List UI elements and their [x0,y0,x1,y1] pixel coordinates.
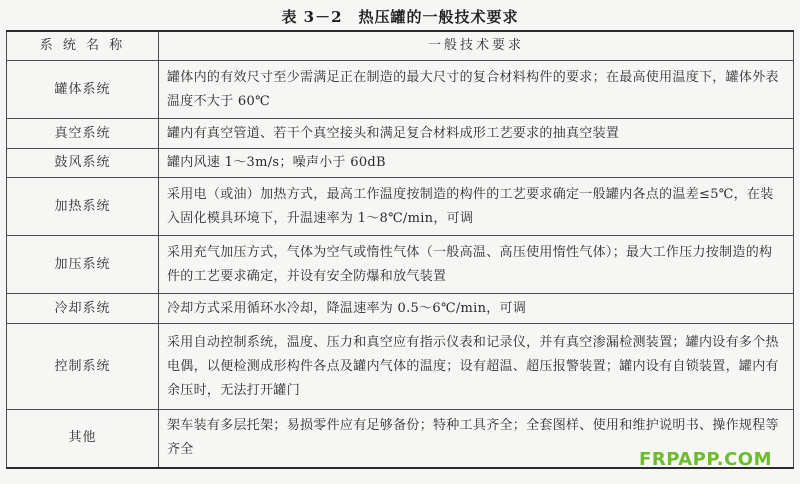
requirement-cell: 采用充气加压方式，气体为空气或惰性气体（一般高温、高压使用惰性气体）；最大工作压力按制造的构件的工艺要求确定，并设有安全防爆和放气装置 [159,236,794,294]
system-name-cell: 鼓风系统 [7,149,159,178]
table-row [7,236,794,294]
spec-table [6,30,794,469]
system-name-cell: 控制系统 [7,324,159,410]
table-header-row [7,31,794,61]
table-row [7,61,794,119]
watermark-logo: FRPAPP.COM [639,449,772,470]
requirement-cell: 采用自动控制系统，温度、压力和真空应有指示仪表和记录仪，并有真空渗漏检测装置；罐内设有多个热电偶，以便检测成形构件各点及罐内气体的温度；设有超温、超压报警装置；罐内设有自锁装置，罐内有余压时，无法打开罐门 [159,324,794,410]
requirement-cell: 架车装有多层托架；易损零件应有足够备份；特种工具齐全；全套图样、使用和维护说明书、操作规程等齐全 [159,410,794,468]
system-name-cell: 冷却系统 [7,294,159,324]
table-title: 表 3－2 热压罐的一般技术要求 [281,8,519,26]
header-system-name: 系 统 名 称 [7,31,159,61]
table-row [7,324,794,410]
system-name-cell: 加热系统 [7,178,159,236]
requirement-cell: 罐体内的有效尺寸至少需满足正在制造的最大尺寸的复合材料构件的要求；在最高使用温度下，罐体外表温度不大于 60℃ [159,61,794,119]
requirement-cell: 采用电（或油）加热方式，最高工作温度按制造的构件的工艺要求确定一般罐内各点的温差≤5℃，在装入固化模具环境下，升温速率为 1～8℃/min，可调 [159,178,794,236]
requirement-cell: 罐内风速 1～3m/s；噪声小于 60dB [159,149,794,178]
requirement-cell: 罐内有真空管道、若干个真空接头和满足复合材料成形工艺要求的抽真空装置 [159,119,794,149]
system-name-cell: 真空系统 [7,119,159,149]
table-row [7,119,794,149]
table-row [7,178,794,236]
system-name-cell: 罐体系统 [7,61,159,119]
requirement-cell: 冷却方式采用循环水冷却，降温速率为 0.5～6℃/min，可调 [159,294,794,324]
table-row [7,149,794,178]
header-requirement: 一般技术要求 [159,31,794,61]
table-row [7,294,794,324]
system-name-cell: 其他 [7,410,159,468]
system-name-cell: 加压系统 [7,236,159,294]
